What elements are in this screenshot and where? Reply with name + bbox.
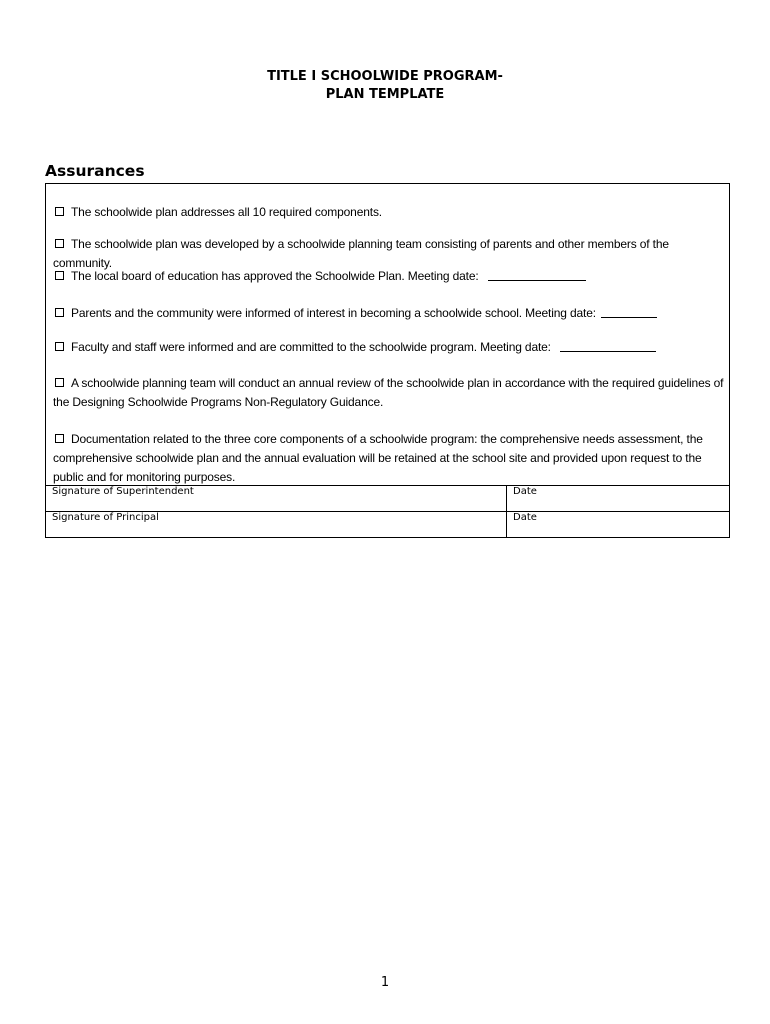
column-divider xyxy=(506,512,507,538)
assurance-item xyxy=(53,374,725,412)
assurance-text: Documentation related to the three core components of a schoolwide program: the comprehensive needs assessment, the comprehensive schoolwide plan and the annual evaluation will be retained at the school site and provided upon request to the public and for monitoring purposes. xyxy=(53,432,703,484)
page-number: 1 xyxy=(380,975,390,990)
meeting-date-blank[interactable] xyxy=(601,305,657,318)
meeting-date-blank[interactable] xyxy=(560,339,656,352)
assurance-text: The local board of education has approved the Schoolwide Plan. Meeting date: xyxy=(71,269,479,283)
signature-row-principal xyxy=(46,511,729,538)
signature-label: Signature of Superintendent xyxy=(52,486,194,497)
signature-label: Signature of Principal xyxy=(52,512,159,523)
assurance-text: A schoolwide planning team will conduct an annual review of the schoolwide plan in accordance with the required guidelines of the Designing Schoolwide Programs Non-Regulatory Guidance. xyxy=(53,376,724,409)
title-line-2: PLAN TEMPLATE xyxy=(325,87,445,102)
checkbox[interactable] xyxy=(55,271,64,280)
assurance-text: Faculty and staff were informed and are committed to the schoolwide program. Meeting date: xyxy=(71,340,551,354)
assurance-item xyxy=(53,267,725,286)
assurance-item xyxy=(53,304,725,323)
assurance-item xyxy=(53,203,725,222)
checkbox[interactable] xyxy=(55,207,64,216)
assurances-box xyxy=(45,183,730,538)
checkbox[interactable] xyxy=(55,239,64,248)
assurance-text: The schoolwide plan addresses all 10 required components. xyxy=(71,205,382,219)
date-label: Date xyxy=(513,512,537,523)
signature-row-superintendent xyxy=(46,485,729,512)
assurance-item xyxy=(53,430,725,487)
assurance-text: The schoolwide plan was developed by a schoolwide planning team consisting of parents and other members of the community. xyxy=(53,237,669,270)
assurance-text: Parents and the community were informed of interest in becoming a schoolwide school. Meeting date: xyxy=(71,306,596,320)
assurance-item xyxy=(53,338,725,357)
checkbox[interactable] xyxy=(55,434,64,443)
checkbox[interactable] xyxy=(55,342,64,351)
checkbox[interactable] xyxy=(55,308,64,317)
title-line-1: TITLE I SCHOOLWIDE PROGRAM- xyxy=(267,69,503,84)
document-title xyxy=(0,68,770,104)
section-heading-assurances: Assurances xyxy=(45,162,145,180)
checkbox[interactable] xyxy=(55,378,64,387)
column-divider xyxy=(506,486,507,512)
date-label: Date xyxy=(513,486,537,497)
meeting-date-blank[interactable] xyxy=(488,268,586,281)
